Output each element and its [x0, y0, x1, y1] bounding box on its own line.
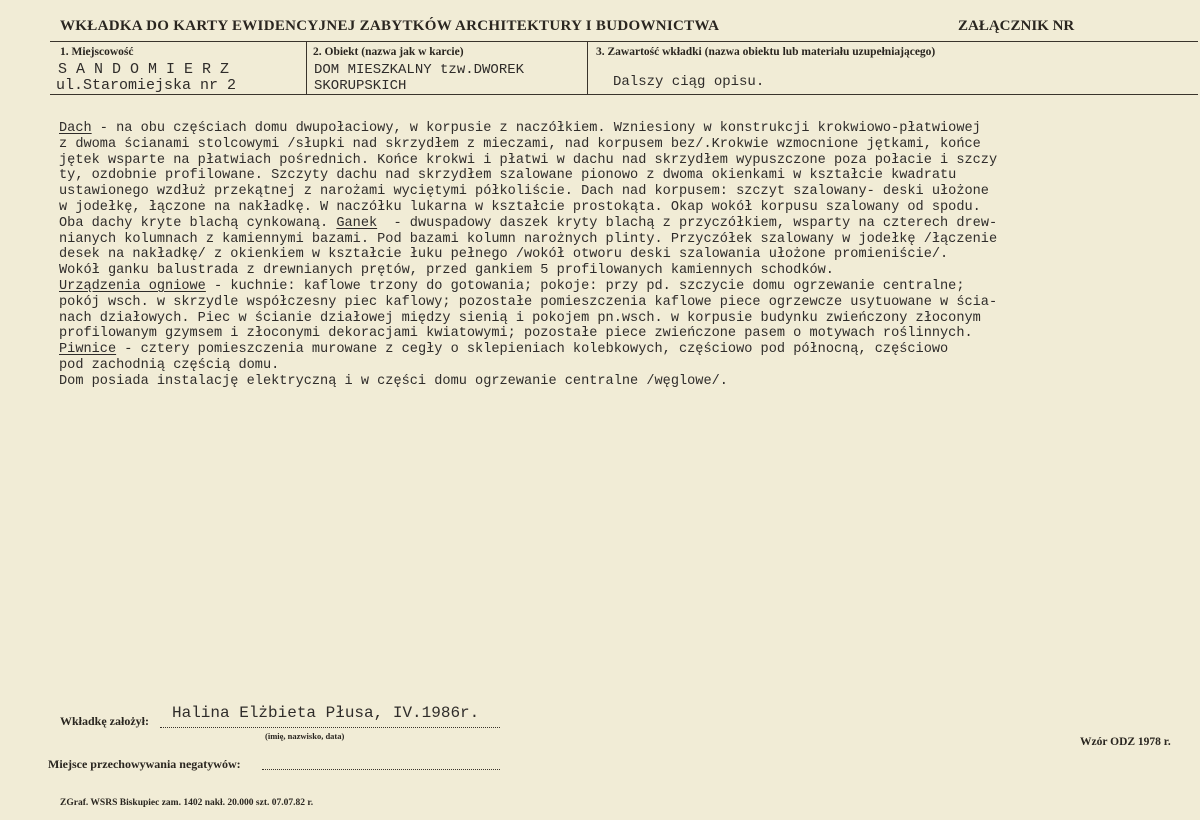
content-label: 3. Zawartość wkładki (nazwa obiektu lub materiału uzupełniającego) — [596, 46, 936, 58]
author-label: Wkładkę założył: — [60, 714, 149, 728]
text-line: Wokół ganku balustrada z drewnianych prętów, przed gankiem 5 profilowanych kamiennych schodków. — [59, 263, 834, 279]
text-line: pokój wsch. w skrzydle współczesny piec kaflowy; pozostałe pomieszczenia kaflowe piece ogrzewcze usytuowane w ścia- — [59, 294, 998, 310]
field-divider-1 — [306, 41, 307, 94]
printing-info: ZGraf. WSRS Biskupiec zam. 1402 nakł. 20.000 szt. 07.07.82 r. — [60, 798, 314, 808]
street-value: ul.Staromiejska nr 2 — [56, 77, 237, 94]
form-template-note: Wzór ODZ 1978 r. — [1080, 736, 1171, 748]
author-dotted-line — [160, 727, 500, 728]
author-value: Halina Elżbieta Płusa, IV.1986r. — [172, 704, 480, 722]
text-line: profilowanym gzymsem i złoconymi dekoracjami kwiatowymi; pozostałe piece zwieńczone pasem o motywach roślinnych. — [59, 326, 973, 342]
text-line: - dwuspadowy daszek kryty blachą z przyczółkiem, wsparty na czterech drew- — [377, 215, 998, 231]
text-line: pod zachodnią częścią domu. — [59, 357, 280, 373]
text-line: ustawionego wzdłuż przekątnej z narożami wyciętymi półkoliście. Dach nad korpusem: szczyt szalowany- deski ułożone — [59, 184, 989, 200]
content-value: Dalszy ciąg opisu. — [613, 74, 765, 90]
object-label: 2. Obiekt (nazwa jak w karcie) — [313, 46, 464, 58]
text-line: Oba dachy kryte blachą cynkowaną. — [59, 215, 337, 231]
negatives-dotted-line — [262, 769, 500, 770]
text-line: - kuchnie: kaflowe trzony do gotowania; pokoje: przy pd. szczycie domu ogrzewanie centralne; — [205, 278, 965, 294]
section-heating-label: Urządzenia ogniowe — [59, 278, 206, 294]
attachment-number-label: ZAŁĄCZNIK NR — [958, 18, 1075, 34]
text-line: - cztery pomieszczenia murowane z cegły o sklepieniach kolebkowych, częściowo pod północną, częściowo — [116, 342, 949, 358]
text-line: - na obu częściach domu dwupołaciowy, w korpusie z naczółkiem. Wzniesiony w konstrukcji krokwiowo-płatwiowej — [91, 121, 981, 136]
text-line: ty, ozdobnie profilowane. Szczyty dachu nad skrzydłem szalowane pionowo z dwoma okienkami w kształcie kwadratu — [59, 168, 957, 184]
negatives-location-label: Miejsce przechowywania negatywów: — [48, 757, 241, 771]
field-divider-2 — [587, 41, 588, 94]
section-porch-label: Ganek — [336, 215, 378, 231]
text-line: nach działowych. Piec w ścianie działowej między sienią i pokojem pn.wsch. w korpusie budynku zwieńczony złoconym — [59, 310, 981, 326]
text-line: w jodełkę, łączone na nakładkę. W naczółku lukarna w kształcie prostokąta. Okap wokół korpusu szalowany od spodu. — [59, 199, 981, 215]
object-name-line1: DOM MIESZKALNY tzw.DWOREK — [314, 62, 525, 78]
header-top-rule — [50, 41, 1198, 42]
text-line: desek na nakładkę/ z okienkiem w kształcie łuku pełnego /wokół otworu deski szalowania ułożone promieniście/. — [59, 247, 949, 263]
author-hint: (imię, nazwisko, data) — [265, 731, 345, 741]
text-line: z dwoma ścianami stolcowymi /słupki nad skrzydłem z mieczami, nad korpusem bez/.Krokwie wzmocnione jętkami, końce — [59, 136, 981, 152]
text-line: nianych kolumnach z kamiennymi bazami. Pod bazami kolumn narożnych plinty. Przyczółek szalowany w jodełkę /łączenie — [59, 231, 998, 247]
section-roof-label: Dach — [59, 121, 92, 136]
text-line: jętek wsparte na płatwiach pośrednich. Końce krokwi i płatwi w dachu nad skrzydłem wypuszczone poza połacie i szczy — [59, 152, 998, 168]
section-cellars-label: Piwnice — [59, 342, 117, 358]
header-bottom-rule — [50, 94, 1198, 95]
locality-value: S A N D O M I E R Z — [58, 61, 230, 78]
object-name-line2: SKORUPSKICH — [314, 78, 407, 94]
form-title: WKŁADKA DO KARTY EWIDENCYJNEJ ZABYTKÓW ARCHITEKTURY I BUDOWNICTWA — [60, 18, 720, 34]
description-text — [59, 121, 1199, 390]
locality-label: 1. Miejscowość — [60, 46, 134, 58]
text-line: Dom posiada instalację elektryczną i w części domu ogrzewanie centralne /węglowe/. — [59, 373, 728, 389]
